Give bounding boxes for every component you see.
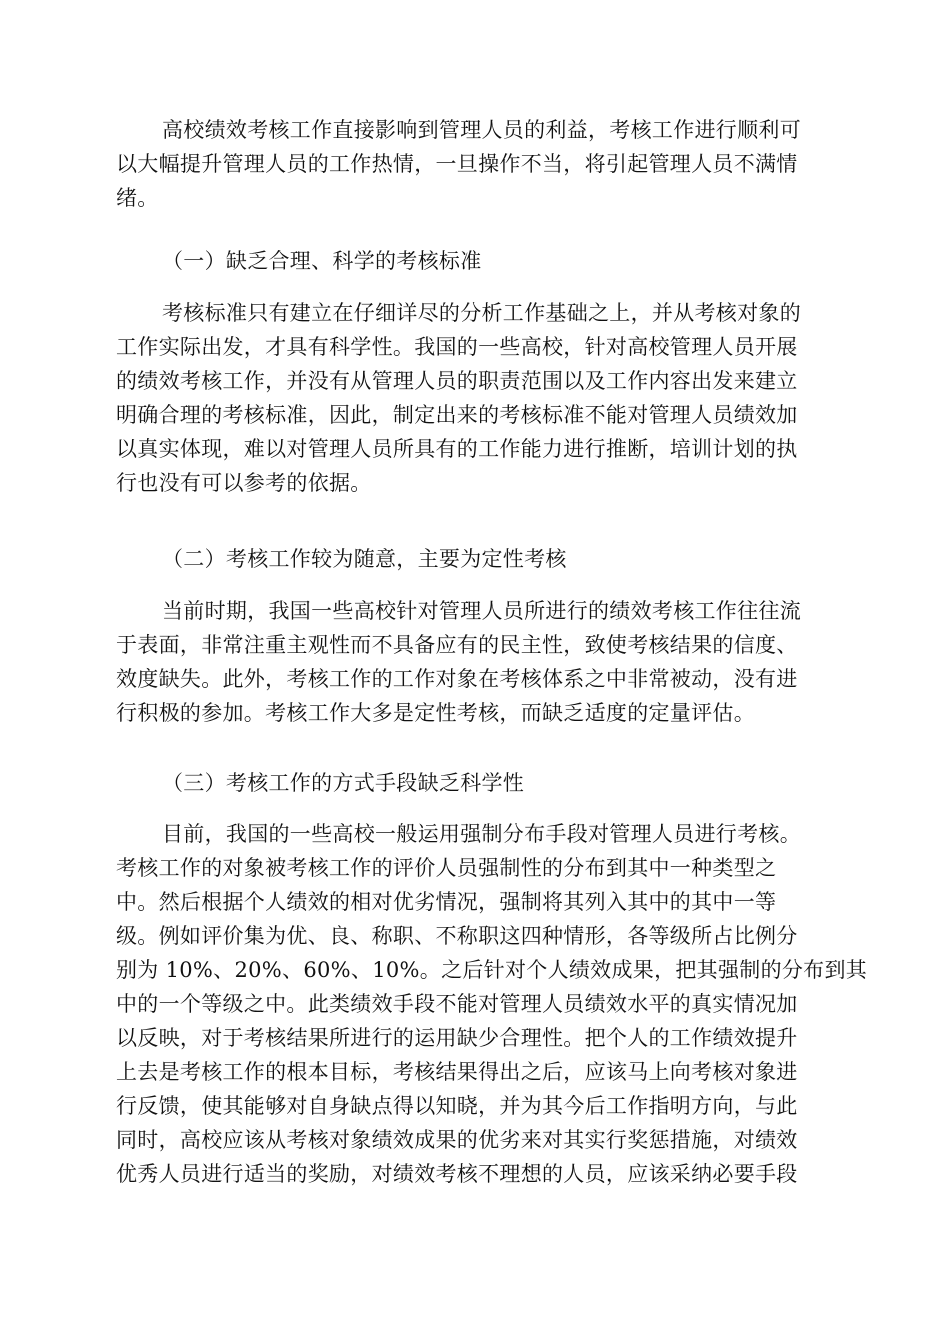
text-line: 高校绩效考核工作直接影响到管理人员的利益，考核工作进行顺利可 — [162, 118, 801, 142]
paragraph-methods — [116, 817, 868, 1191]
text-line: 绪。 — [116, 186, 159, 210]
section-heading-2: （二）考核工作较为随意，主要为定性考核 — [162, 547, 567, 571]
text-line: 明确合理的考核标准，因此，制定出来的考核标准不能对管理人员绩效加 — [116, 403, 798, 427]
text-line: 同时，高校应该从考核对象绩效成果的优劣来对其实行奖惩措施，对绩效 — [116, 1128, 798, 1152]
text-line: 以真实体现，难以对管理人员所具有的工作能力进行推断，培训计划的执 — [116, 437, 798, 461]
text-line: 行积极的参加。考核工作大多是定性考核，而缺乏适度的定量评估。 — [116, 701, 755, 725]
paragraph-qualitative — [116, 594, 838, 730]
text-line: 优秀人员进行适当的奖励，对绩效考核不理想的人员，应该采纳必要手段 — [116, 1162, 798, 1186]
text-line: 考核标准只有建立在仔细详尽的分析工作基础之上，并从考核对象的 — [162, 301, 801, 325]
text-line: 考核工作的对象被考核工作的评价人员强制性的分布到其中一种类型之 — [116, 856, 777, 880]
section-heading-3: （三）考核工作的方式手段缺乏科学性 — [162, 771, 525, 795]
text-line: 中的一个等级之中。此类绩效手段不能对管理人员绩效水平的真实情况加 — [116, 992, 798, 1016]
text-line: 中。然后根据个人绩效的相对优劣情况，强制将其列入其中的其中一等 — [116, 890, 777, 914]
text-line: 行反馈，使其能够对自身缺点得以知晓，并为其今后工作指明方向，与此 — [116, 1094, 798, 1118]
text-line: 效度缺失。此外，考核工作的工作对象在考核体系之中非常被动，没有进 — [116, 667, 798, 691]
paragraph-standards — [116, 296, 838, 500]
section-heading-1: （一）缺乏合理、科学的考核标准 — [162, 249, 482, 273]
text-line: 工作实际出发，才具有科学性。我国的一些高校，针对高校管理人员开展 — [116, 335, 798, 359]
text-line: 上去是考核工作的根本目标，考核结果得出之后，应该马上向考核对象进 — [116, 1060, 798, 1084]
text-line: 当前时期，我国一些高校针对管理人员所进行的绩效考核工作往往流 — [162, 599, 801, 623]
paragraph-intro — [116, 113, 838, 215]
text-line: 级。例如评价集为优、良、称职、不称职这四种情形，各等级所占比例分 — [116, 924, 798, 948]
text-line: 别为 10%、20%、60%、10%。之后针对个人绩效成果，把其强制的分布到其 — [116, 958, 868, 982]
text-line: 的绩效考核工作，并没有从管理人员的职责范围以及工作内容出发来建立 — [116, 369, 798, 393]
text-line: 以反映，对于考核结果所进行的运用缺少合理性。把个人的工作绩效提升 — [116, 1026, 798, 1050]
text-line: 于表面，非常注重主观性而不具备应有的民主性，致使考核结果的信度、 — [116, 633, 798, 657]
text-line: 以大幅提升管理人员的工作热情，一旦操作不当，将引起管理人员不满情 — [116, 152, 798, 176]
text-line: 行也没有可以参考的依据。 — [116, 471, 372, 495]
text-line: 目前，我国的一些高校一般运用强制分布手段对管理人员进行考核。 — [162, 822, 801, 846]
